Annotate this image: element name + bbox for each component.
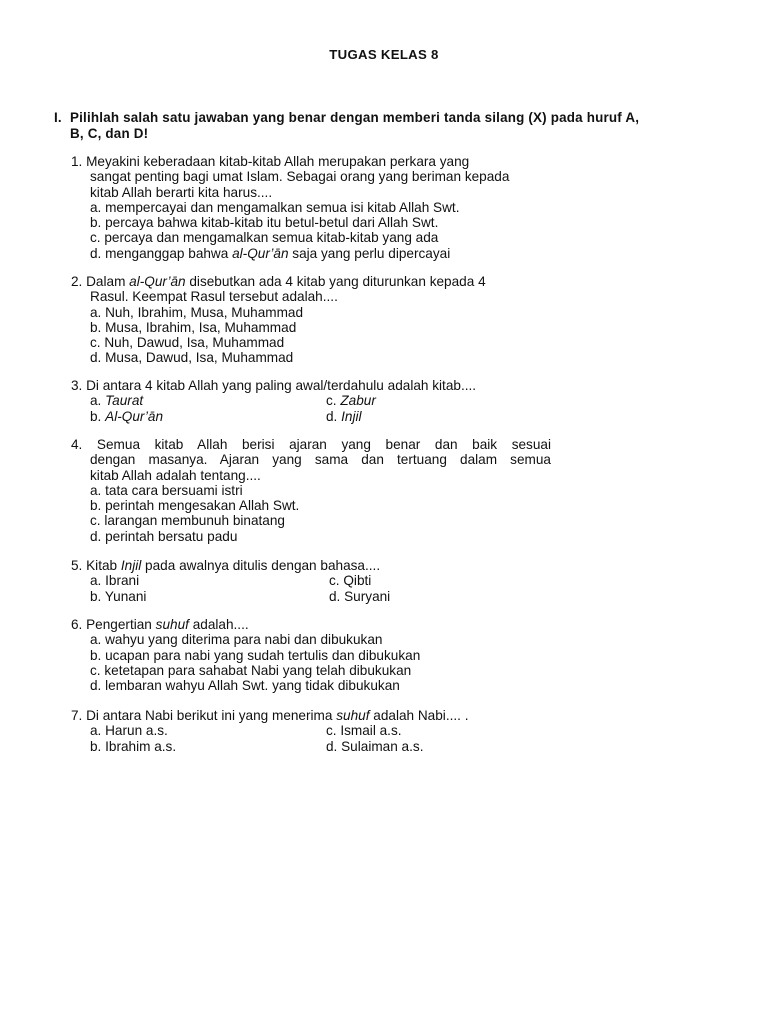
answer-option[interactable]: d. Musa, Dawud, Isa, Muhammad	[90, 350, 294, 366]
question-text-part: 2. Dalam	[71, 274, 130, 289]
section-number: I.	[54, 110, 62, 125]
answer-option[interactable]: a. Ibrani	[90, 573, 140, 589]
answer-option[interactable]	[90, 409, 326, 424]
question-text-italic: Injil	[120, 558, 142, 573]
answer-option[interactable]: d. Suryani	[329, 588, 391, 604]
question-text: Rasul. Keempat Rasul tersebut adalah....	[90, 289, 338, 305]
option-text-italic: Taurat	[105, 393, 144, 409]
option-letter: b.	[90, 408, 106, 424]
option-text-italic: al-Qur’ān	[232, 245, 289, 261]
question-3	[71, 378, 551, 424]
question-text: 1. Meyakini keberadaan kitab-kitab Allah merupakan perkara yang	[71, 154, 470, 169]
question-text-italic: suhuf	[336, 708, 370, 723]
question-4	[71, 437, 551, 544]
answer-option[interactable]: b. Ibrahim a.s.	[90, 738, 177, 754]
question-text-italic: al-Qur’ān	[129, 274, 186, 289]
answer-option[interactable]	[71, 246, 551, 261]
option-text-italic: Zabur	[340, 393, 376, 409]
option-letter: a.	[90, 393, 106, 409]
question-text-part: disebutkan ada 4 kitab yang diturunkan kepada 4	[185, 274, 486, 289]
options-grid	[71, 393, 551, 424]
question-text-part: 5. Kitab	[71, 558, 121, 573]
document-title: TUGAS KELAS 8	[329, 47, 439, 62]
answer-option[interactable]: c. ketetapan para sahabat Nabi yang telah dibukukan	[90, 662, 412, 678]
answer-option[interactable]: b. perintah mengesakan Allah Swt.	[90, 498, 300, 514]
option-text-italic: Al-Qur’ān	[105, 408, 164, 424]
option-letter: c.	[326, 393, 341, 409]
option-text: d. menganggap bahwa	[90, 245, 233, 261]
answer-option[interactable]: a. wahyu yang diterima para nabi dan dibukukan	[90, 632, 383, 648]
question-text-italic: suhuf	[155, 617, 189, 632]
question-6	[71, 617, 551, 693]
answer-option[interactable]: c. percaya dan mengamalkan semua kitab-kitab yang ada	[90, 230, 439, 246]
question-text-part: adalah....	[188, 617, 249, 632]
question-text	[71, 274, 551, 289]
question-text: 3. Di antara 4 kitab Allah yang paling awal/terdahulu adalah kitab....	[71, 378, 477, 393]
question-text: kitab Allah adalah tentang....	[90, 467, 261, 483]
option-text: saja yang perlu dipercayai	[288, 245, 451, 261]
answer-option[interactable]: d. Sulaiman a.s.	[326, 738, 424, 754]
question-text-part: 7. Di antara Nabi berikut ini yang menerima	[71, 708, 337, 723]
answer-option[interactable]: a. tata cara bersuami istri	[90, 482, 243, 498]
answer-option[interactable]: c. Qibti	[329, 573, 372, 589]
question-text	[71, 708, 551, 723]
question-text: 4. Semua kitab Allah berisi ajaran yang benar dan baik sesuai	[71, 437, 551, 452]
option-text-italic: Injil	[341, 408, 362, 424]
question-2	[71, 274, 551, 366]
answer-option[interactable]: d. perintah bersatu padu	[90, 528, 238, 544]
question-5	[71, 558, 551, 604]
answer-option[interactable]	[90, 393, 326, 408]
question-7	[71, 708, 551, 754]
options-grid	[71, 573, 551, 604]
answer-option[interactable]: b. ucapan para nabi yang sudah tertulis dan dibukukan	[90, 647, 421, 663]
answer-option[interactable]: a. mempercayai dan mengamalkan semua isi kitab Allah Swt.	[90, 199, 460, 215]
answer-option[interactable]: c. Nuh, Dawud, Isa, Muhammad	[90, 335, 285, 351]
question-text-part: 6. Pengertian	[71, 617, 156, 632]
option-letter: d.	[326, 408, 342, 424]
question-text: kitab Allah berarti kita harus....	[90, 184, 273, 200]
question-1	[71, 154, 551, 261]
answer-option[interactable]: a. Nuh, Ibrahim, Musa, Muhammad	[90, 304, 304, 320]
question-text: sangat penting bagi umat Islam. Sebagai orang yang beriman kepada	[90, 169, 510, 185]
question-text-part: adalah Nabi.... .	[369, 708, 469, 723]
answer-option[interactable]: b. Yunani	[90, 588, 147, 604]
question-text	[71, 617, 551, 632]
instruction-line: Pilihlah salah satu jawaban yang benar dengan memberi tanda silang (X) pada huruf A,	[70, 110, 640, 125]
question-text	[71, 558, 551, 573]
answer-option[interactable]: c. Ismail a.s.	[326, 723, 402, 739]
question-text-part: pada awalnya ditulis dengan bahasa....	[141, 558, 381, 573]
answer-option[interactable]	[326, 409, 526, 424]
options-grid	[71, 723, 551, 754]
answer-option[interactable]: c. larangan membunuh binatang	[90, 513, 285, 529]
answer-option[interactable]	[326, 393, 526, 408]
instruction-line: B, C, dan D!	[70, 126, 149, 141]
answer-option[interactable]: d. lembaran wahyu Allah Swt. yang tidak dibukukan	[90, 678, 400, 694]
section-instruction	[54, 110, 714, 142]
answer-option[interactable]: b. percaya bahwa kitab-kitab itu betul-betul dari Allah Swt.	[90, 215, 439, 231]
question-text: dengan masanya. Ajaran yang sama dan tertuang dalam semua	[90, 452, 551, 468]
answer-option[interactable]: b. Musa, Ibrahim, Isa, Muhammad	[90, 319, 297, 335]
answer-option[interactable]: a. Harun a.s.	[90, 723, 168, 739]
